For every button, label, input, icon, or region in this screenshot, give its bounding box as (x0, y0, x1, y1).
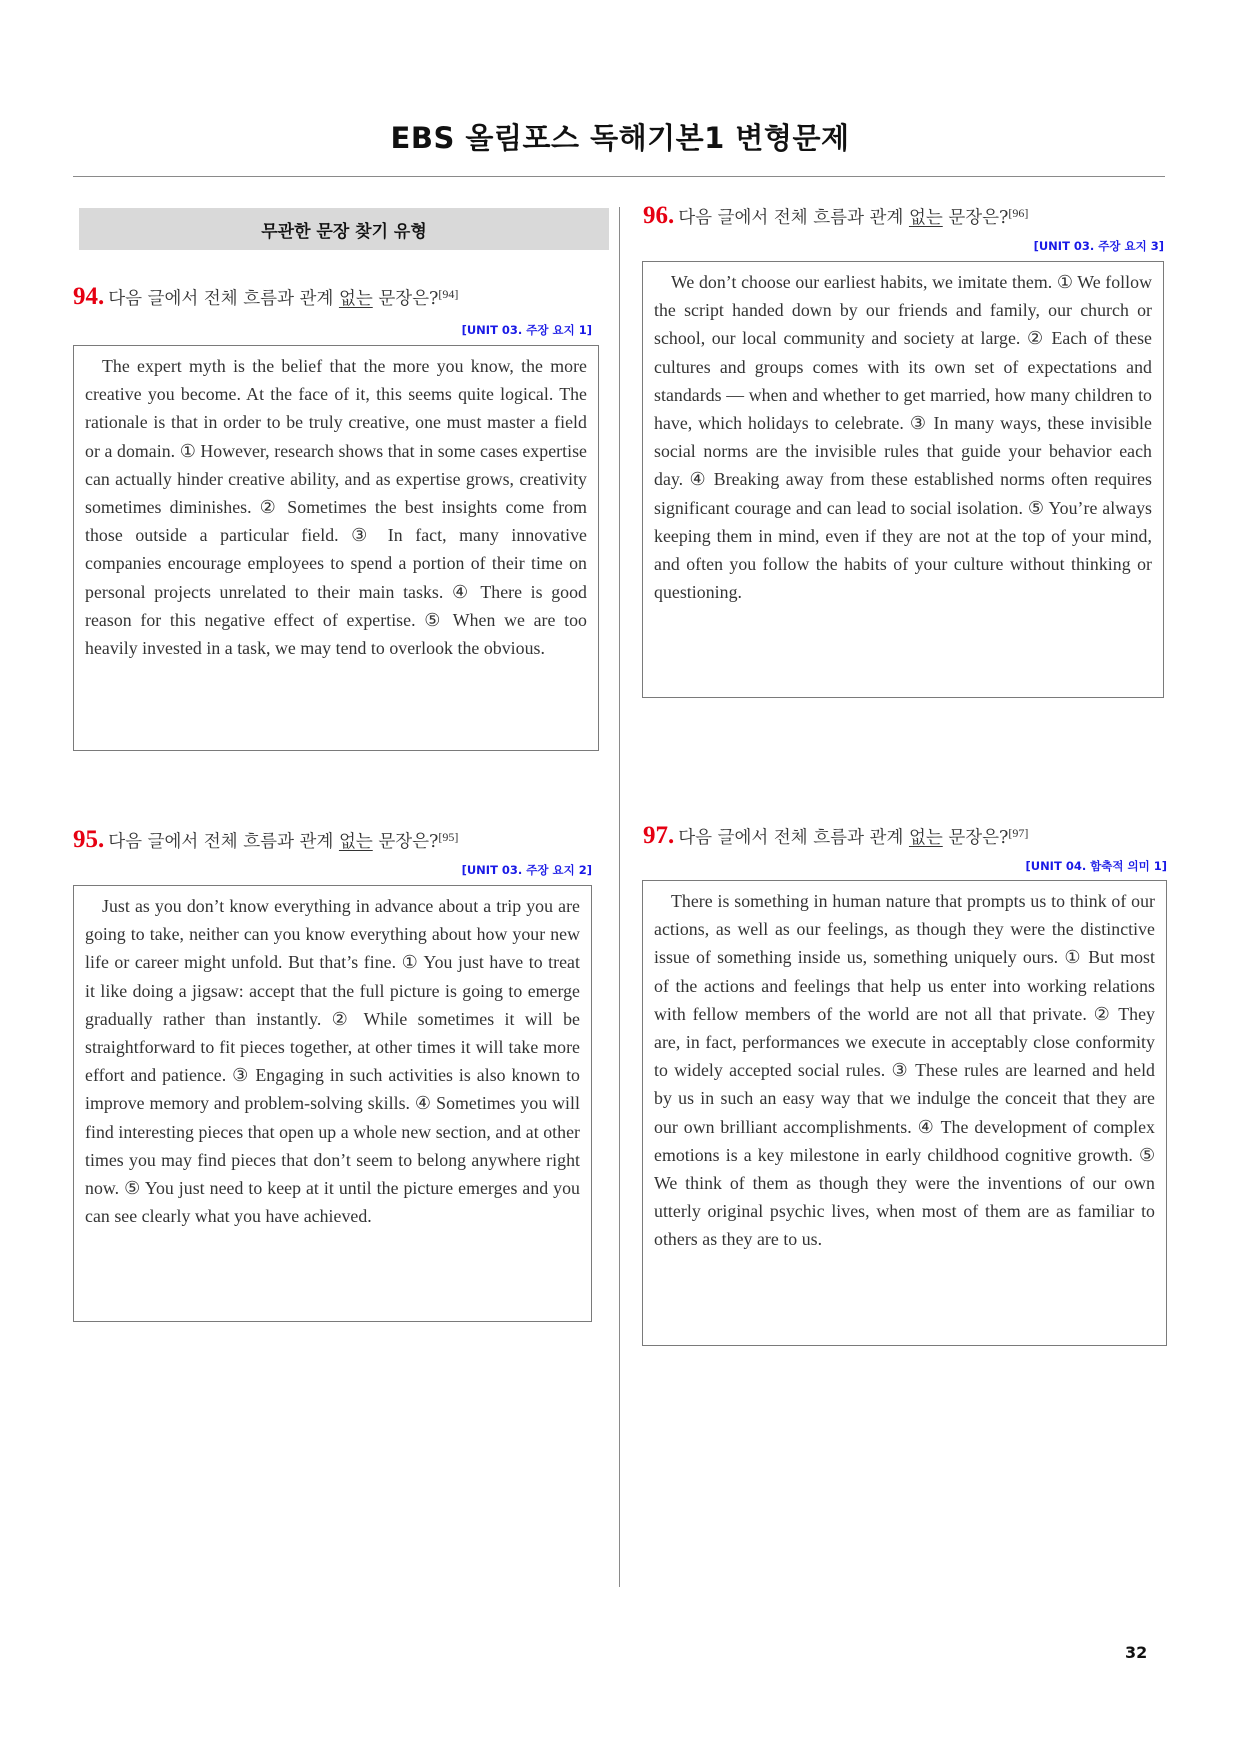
question-96-unit-label: [UNIT 03. 주장 요지 3] (1033, 239, 1164, 253)
question-94-heading (73, 283, 458, 311)
question-prompt: 다음 글에서 전체 흐름과 관계 (108, 832, 339, 852)
question-96-passage-box (642, 261, 1164, 698)
question-94-unit-label: [UNIT 03. 주장 요지 1] (461, 323, 592, 337)
question-number: 94. (73, 283, 105, 310)
question-97-passage-box (642, 880, 1167, 1346)
passage-text: We don’t choose our earliest habits, we imitate them. ① We follow the script handed down by our friends and family, our church or school, our local community and society at large. ② Each of these cultures and groups comes with its own set of expectations and standards — when and whether to get married, how many children to have, which holidays to celebrate. ③ In many ways, these invisible social norms are the invisible rules that guide your behavior each day. ④ Breaking away from these established norms often requires significant courage and can lead to social isolation. ⑤ You’re always keeping them in mind, even if they are not at the top of your mind, and often you follow the habits of your culture without thinking or questioning. (654, 272, 1152, 603)
section-header (79, 208, 609, 250)
question-prompt-emphasis: 없는 (338, 289, 373, 309)
section-label: 무관한 문장 찾기 유형 (261, 221, 427, 242)
question-94-passage-box (73, 345, 599, 751)
question-number: 95. (73, 826, 105, 853)
question-prompt-emphasis: 없는 (338, 832, 373, 852)
question-ref: [95] (438, 830, 459, 844)
question-ref: [97] (1008, 826, 1029, 840)
question-prompt-end: 문장은? (372, 289, 439, 309)
question-ref: [94] (438, 287, 459, 301)
question-96-heading (643, 202, 1028, 230)
title-divider (73, 176, 1165, 177)
question-number: 96. (643, 202, 675, 229)
column-divider (619, 207, 620, 1587)
question-95-unit-label: [UNIT 03. 주장 요지 2] (461, 863, 592, 877)
question-prompt-emphasis: 없는 (908, 208, 943, 228)
question-prompt-emphasis: 없는 (908, 828, 943, 848)
question-prompt-end: 문장은? (372, 832, 439, 852)
question-number: 97. (643, 822, 675, 849)
question-95-heading (73, 826, 458, 854)
question-ref: [96] (1008, 206, 1029, 220)
question-97-unit-label: [UNIT 04. 함축적 의미 1] (1025, 859, 1167, 873)
question-prompt: 다음 글에서 전체 흐름과 관계 (108, 289, 339, 309)
question-prompt: 다음 글에서 전체 흐름과 관계 (678, 828, 909, 848)
question-prompt: 다음 글에서 전체 흐름과 관계 (678, 208, 909, 228)
question-97-heading (643, 822, 1028, 850)
question-95-passage-box (73, 885, 592, 1322)
page-title: EBS 올림포스 독해기본1 변형문제 (390, 121, 850, 155)
question-prompt-end: 문장은? (942, 828, 1009, 848)
passage-text: The expert myth is the belief that the more you know, the more creative you become. At the face of it, this seems quite logical. The rationale is that in order to be truly creative, one must master a field or a domain. ① However, research shows that in some cases expertise can actually hinder creative ability, and as expertise grows, creativity sometimes diminishes. ② Sometimes the best insights come from those outside a particular field. ③ In fact, many innovative companies encourage employees to spend a portion of their time on personal projects unrelated to their main tasks. ④ There is good reason for this negative effect of expertise. ⑤ When we are too heavily invested in a task, we may tend to overlook the obvious. (85, 356, 587, 659)
passage-text: Just as you don’t know everything in advance about a trip you are going to take, neither can you know everything about how your new life or career might unfold. But that’s fine. ① You just have to treat it like doing a jigsaw: accept that the full picture is going to emerge gradually rather than instantly. ② While sometimes it will be straightforward to fit pieces together, at other times it will take more effort and patience. ③ Engaging in such activities is also known to improve memory and problem-solving skills. ④ Sometimes you will find interesting pieces that open up a whole new section, and at other times you may find pieces that don’t seem to belong anywhere right now. ⑤ You just need to keep at it until the picture emerges and you can see clearly what you have achieved. (85, 896, 580, 1227)
passage-text: There is something in human nature that prompts us to think of our actions, as well as our feelings, as though they were the distinctive issue of something inside us, something uniquely ours. ① But most of the actions and feelings that help us enter into working relations with fellow members of the world are not all that private. ② They are, in fact, performances we execute in acceptably close conformity to widely accepted social rules. ③ These rules are learned and held by us in such an easy way that we indulge the conceit that they are our own brilliant accomplishments. ④ The development of complex emotions is a key milestone in early childhood cognitive growth. ⑤ We think of them as though they were the inventions of our own utterly original psychic lives, when most of them are as familiar to others as they are to us. (654, 891, 1155, 1250)
page-number: 32 (1125, 1643, 1148, 1662)
question-prompt-end: 문장은? (942, 208, 1009, 228)
